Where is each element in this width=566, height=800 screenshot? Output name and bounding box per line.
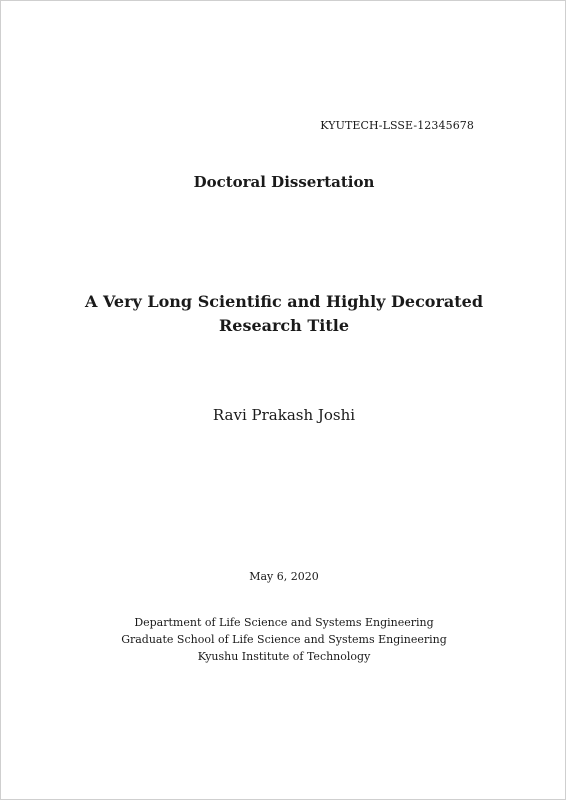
affiliation-institute: Kyushu Institute of Technology [197, 650, 371, 663]
affiliation-school: Graduate School of Life Science and Systems Engineering [121, 633, 447, 646]
title-line: A Very Long Scientific and Highly Decorated [84, 292, 484, 311]
affiliation-department: Department of Life Science and Systems Engineering [134, 616, 434, 629]
title-line: Research Title [218, 316, 350, 335]
dissertation-title [1, 290, 566, 338]
author-name: Ravi Prakash Joshi [212, 406, 356, 424]
affiliation-block [1, 614, 566, 665]
report-id: KYUTECH-LSSE-12345678 [320, 119, 474, 132]
submission-date: May 6, 2020 [249, 570, 319, 583]
degree-type: Doctoral Dissertation [193, 173, 375, 191]
